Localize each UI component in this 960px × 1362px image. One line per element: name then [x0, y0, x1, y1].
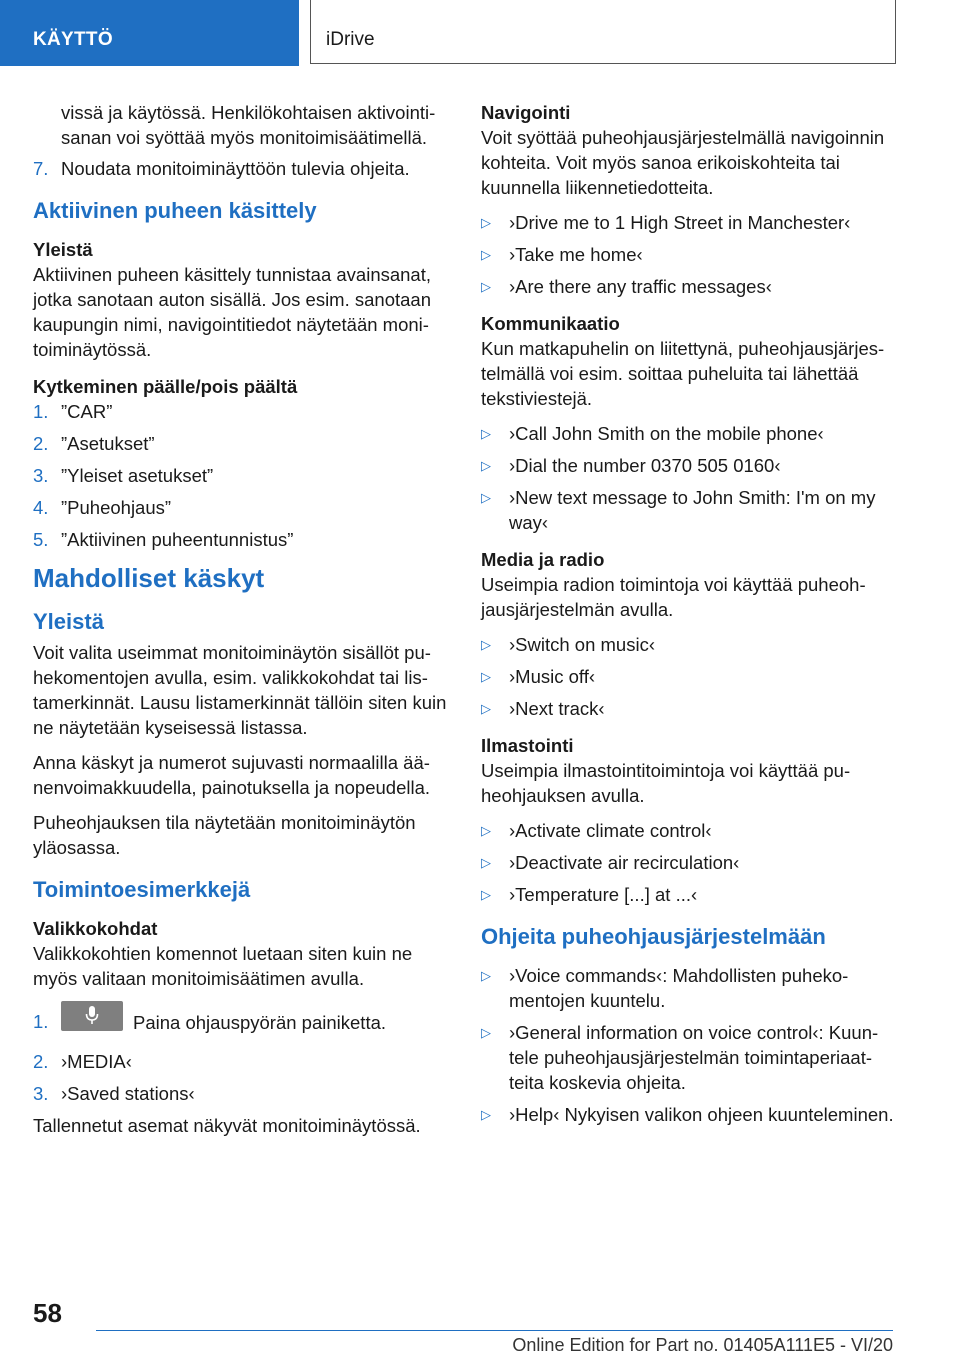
command-text: ›Next track‹ — [509, 698, 605, 719]
step-number: 4. — [33, 497, 49, 518]
step-number: 3. — [33, 1083, 49, 1104]
step-text: ›Saved stations‹ — [61, 1083, 195, 1104]
switch-steps — [33, 399, 448, 552]
list-item — [481, 963, 897, 1013]
triangle-bullet-icon: ▷ — [481, 823, 491, 838]
command-text: ›Deactivate air recirculation‹ — [509, 852, 740, 873]
command-text: ›Call John Smith on the mobile phone‹ — [509, 423, 824, 444]
list-item — [481, 421, 897, 446]
edition-text: Online Edition for Part no. 01405A111E5 - VI/20 — [512, 1335, 893, 1355]
subheading-switch: Kytkeminen päälle/pois päältä — [33, 376, 298, 397]
heading-general: Yleistä — [33, 609, 104, 634]
step-number: 7. — [33, 158, 49, 179]
paragraph-menu: Valikkokohtien komennot luetaan siten kuin ne myös valitaan monitoimisäätimen avulla. — [33, 943, 413, 989]
list-item — [33, 1009, 448, 1039]
intro-continuation: vissä ja käytössä. Henkilökohtaisen aktivointisanan voi syöttää myös monitoimisäätimellä. — [61, 102, 436, 148]
triangle-bullet-icon: ▷ — [481, 968, 491, 983]
command-text: ›Drive me to 1 High Street in Manchester‹ — [509, 212, 851, 233]
footer-divider — [96, 1330, 893, 1331]
step-text: ”Puheohjaus” — [61, 497, 172, 518]
triangle-bullet-icon: ▷ — [481, 887, 491, 902]
command-text: ›Temperature [...] at ...‹ — [509, 884, 698, 905]
page-header — [0, 0, 960, 66]
list-item — [481, 453, 897, 478]
triangle-bullet-icon: ▷ — [481, 1107, 491, 1122]
subheading-climate: Ilmastointi — [481, 735, 574, 756]
list-item — [33, 1049, 448, 1074]
list-item — [33, 463, 448, 488]
triangle-bullet-icon: ▷ — [481, 1025, 491, 1040]
help-commands — [481, 963, 897, 1127]
command-text: ›Help‹ Nykyisen valikon ohjeen kuunteleminen. — [509, 1104, 894, 1125]
triangle-bullet-icon: ▷ — [481, 458, 491, 473]
steering-wheel-button-icon — [61, 1001, 123, 1031]
triangle-bullet-icon: ▷ — [481, 669, 491, 684]
triangle-bullet-icon: ▷ — [481, 637, 491, 652]
heading-active-speech: Aktiivinen puheen käsittely — [33, 198, 317, 223]
subheading-communication: Kommunikaatio — [481, 313, 620, 334]
page-number: 58 — [33, 1298, 62, 1328]
command-text: ›General information on voice control‹: Kuuntele puheohjausjärjestelmän toimintaperiaatteita koskevia ohjeita. — [509, 1022, 879, 1093]
triangle-bullet-icon: ▷ — [481, 701, 491, 716]
triangle-bullet-icon: ▷ — [481, 247, 491, 262]
list-item — [481, 1020, 897, 1095]
command-text: ›Voice commands‹: Mahdollisten puhekomentojen kuuntelu. — [509, 965, 849, 1011]
step-number: 1. — [33, 1011, 49, 1032]
page-footer — [0, 1290, 960, 1362]
triangle-bullet-icon: ▷ — [481, 855, 491, 870]
command-text: ›Activate climate control‹ — [509, 820, 712, 841]
list-item — [481, 632, 897, 657]
subheading-navigation: Navigointi — [481, 102, 571, 123]
list-item — [481, 850, 897, 875]
triangle-bullet-icon: ▷ — [481, 426, 491, 441]
list-item — [33, 431, 448, 456]
heading-examples: Toimintoesimerkkejä — [33, 877, 251, 902]
list-item — [481, 818, 897, 843]
heading-help: Ohjeita puheohjausjärjestelmään — [481, 924, 826, 949]
list-item — [481, 242, 897, 267]
paragraph-3: Puheohjauksen tila näytetään monitoiminäytön yläosassa. — [33, 812, 416, 858]
microphone-icon — [85, 1006, 99, 1026]
step-list-continued — [33, 156, 448, 181]
command-text: ›Music off‹ — [509, 666, 596, 687]
step-text: ›MEDIA‹ — [61, 1051, 132, 1072]
paragraph-media: Useimpia radion toimintoja voi käyttää puheohjausjärjestelmän avulla. — [481, 574, 866, 620]
step-number: 2. — [33, 433, 49, 454]
command-text: ›New text message to John Smith: I'm on my way‹ — [509, 487, 876, 533]
triangle-bullet-icon: ▷ — [481, 215, 491, 230]
list-item — [481, 210, 897, 235]
list-item — [481, 274, 897, 299]
triangle-bullet-icon: ▷ — [481, 279, 491, 294]
list-item — [33, 156, 448, 181]
paragraph-climate: Useimpia ilmastointitoimintoja voi käyttää puheohjauksen avulla. — [481, 760, 851, 806]
list-item — [33, 399, 448, 424]
step-text: ”CAR” — [61, 401, 113, 422]
step-number: 3. — [33, 465, 49, 486]
step-text: Paina ohjauspyörän painiketta. — [133, 1011, 387, 1033]
navigation-commands — [481, 210, 897, 299]
list-item — [481, 664, 897, 689]
heading-possible-commands: Mahdolliset käskyt — [33, 563, 265, 593]
list-item — [481, 485, 897, 535]
communication-commands — [481, 421, 897, 535]
paragraph-navigation: Voit syöttää puheohjausjärjestelmällä navigoinnin kohteita. Voit myös sanoa erikoiskohteita tai kuunnella liikennetiedotteita. — [481, 127, 885, 198]
command-text: ›Dial the number 0370 505 0160‹ — [509, 455, 781, 476]
list-item — [481, 1102, 897, 1127]
triangle-bullet-icon: ▷ — [481, 490, 491, 505]
step-text: ”Aktiivinen puheentunnistus” — [61, 529, 294, 550]
command-text: ›Switch on music‹ — [509, 634, 655, 655]
step-number: 1. — [33, 401, 49, 422]
list-item — [33, 1081, 448, 1106]
subheading-general: Yleistä — [33, 239, 93, 260]
step-text: ”Yleiset asetukset” — [61, 465, 214, 486]
list-item — [481, 882, 897, 907]
command-text: ›Take me home‹ — [509, 244, 643, 265]
step-number: 2. — [33, 1051, 49, 1072]
paragraph-general: Aktiivinen puheen käsittely tunnistaa avainsanat, jotka sanotaan auton sisällä. Jos esim. sanotaan kaupungin nimi, navigointitiedot näytetään monitoiminäytössä. — [33, 264, 432, 360]
list-item — [481, 696, 897, 721]
step-text: Noudata monitoiminäyttöön tulevia ohjeita. — [61, 158, 410, 179]
paragraph-1: Voit valita useimmat monitoiminäytön sisällöt puhekomentojen avulla, esim. valikkokohdat tai listamerkinnät. Lausu listamerkinnät tällöin siten kuin ne näytetään kyseisessä listassa. — [33, 642, 447, 738]
paragraph-2: Anna käskyt ja numerot sujuvasti normaalilla äänenvoimakkuudella, painotuksella ja nopeudella. — [33, 752, 431, 798]
step-text: ”Asetukset” — [61, 433, 155, 454]
list-item — [33, 527, 448, 552]
step-number: 5. — [33, 529, 49, 550]
step-content — [61, 1009, 386, 1039]
subheading-media: Media ja radio — [481, 549, 605, 570]
command-text: ›Are there any traffic messages‹ — [509, 276, 772, 297]
section-tab: KÄYTTÖ — [0, 0, 299, 66]
media-commands — [481, 632, 897, 721]
subheading-menu: Valikkokohdat — [33, 918, 158, 939]
climate-commands — [481, 818, 897, 907]
paragraph-communication: Kun matkapuhelin on liitettynä, puheohjausjärjestelmällä voi esim. soittaa puheluita tai lähettää tekstiviestejä. — [481, 338, 885, 409]
menu-steps — [33, 1009, 448, 1106]
right-column — [481, 100, 897, 1137]
list-item — [33, 495, 448, 520]
paragraph-menu-after: Tallennetut asemat näkyvät monitoiminäytössä. — [33, 1115, 421, 1136]
left-column — [33, 100, 448, 1148]
chapter-tab: iDrive — [310, 0, 896, 64]
